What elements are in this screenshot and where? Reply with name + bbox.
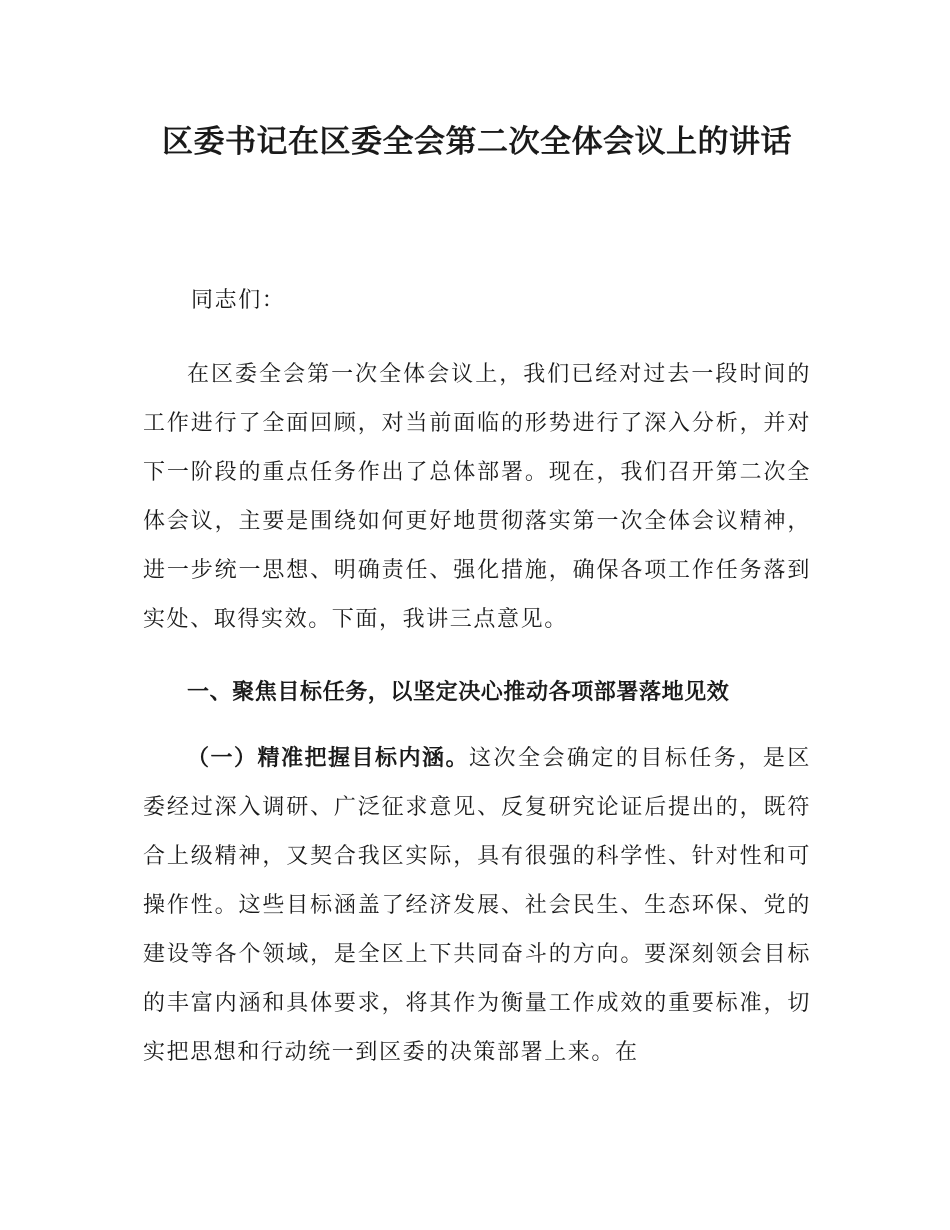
- document-page: [143, 0, 811, 1077]
- document-title: 区委书记在区委全会第二次全体会议上的讲话: [162, 124, 792, 160]
- subsection-1-heading: （一）精准把握目标内涵。: [187, 746, 469, 771]
- greeting: 同志们：: [191, 288, 286, 313]
- intro-paragraph: 在区委全会第一次全体会议上，我们已经对过去一段时间的工作进行了全面回顾，对当前面临的形势进行了深入分析，并对下一阶段的重点任务作出了总体部署。现在，我们召开第二次全体会议，主要是围绕如何更好地贯彻落实第一次全体会议精神，进一步统一思想、明确责任、强化措施，确保各项工作任务落到实处、取得实效。下面，我讲三点意见。: [143, 362, 811, 632]
- subsection-1-text: 这次全会确定的目标任务，是区委经过深入调研、广泛征求意见、反复研究论证后提出的，既符合上级精神，又契合我区实际，具有很强的科学性、针对性和可操作性。这些目标涵盖了经济发展、社会民生、生态环保、党的建设等各个领域，是全区上下共同奋斗的方向。要深刻领会目标的丰富内涵和具体要求，将其作为衡量工作成效的重要标准，切实把思想和行动统一到区委的决策部署上来。在: [143, 746, 811, 1065]
- section-1-heading: 一、聚焦目标任务，以坚定决心推动各项部署落地见效: [187, 680, 730, 705]
- subsection-1-paragraph: [143, 734, 811, 1077]
